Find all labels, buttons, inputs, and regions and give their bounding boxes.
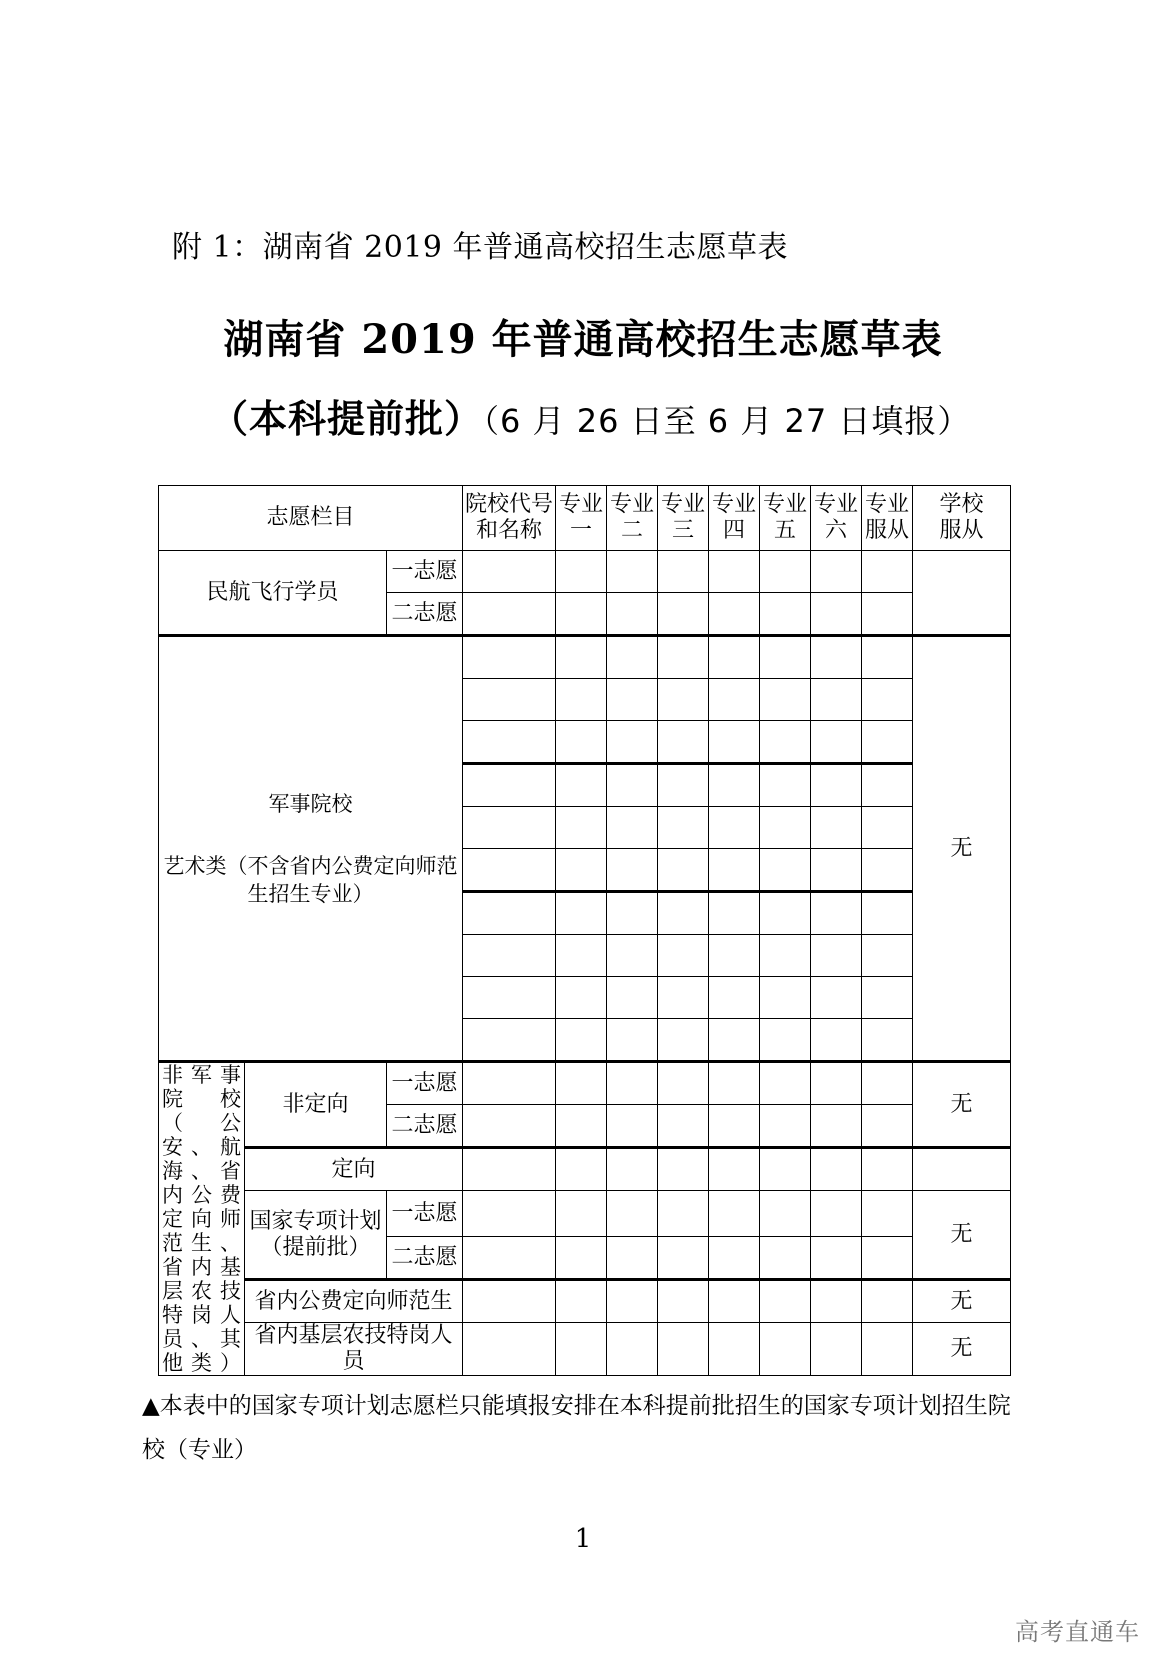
major-5-cell[interactable]	[760, 636, 811, 679]
major-2-cell[interactable]	[607, 1148, 658, 1191]
table-row	[159, 1148, 1011, 1191]
major-5-cell[interactable]	[760, 764, 811, 807]
major-2-cell[interactable]	[607, 807, 658, 849]
major-2-cell[interactable]	[607, 593, 658, 636]
major-obey-cell[interactable]	[862, 1148, 913, 1191]
table-row	[159, 1191, 1011, 1237]
major-1-cell[interactable]	[556, 764, 607, 807]
footnote: ▲本表中的国家专项计划志愿栏只能填报安排在本科提前批招生的国家专项计划招生院校（专业）	[142, 1393, 1011, 1463]
major-3-cell[interactable]	[658, 1105, 709, 1148]
major-6-cell[interactable]	[811, 679, 862, 721]
major-3-cell[interactable]	[658, 1191, 709, 1237]
major-4-cell[interactable]	[709, 1280, 760, 1323]
major-6-cell[interactable]	[811, 593, 862, 636]
school-cell[interactable]	[463, 1191, 556, 1237]
major-5-cell[interactable]	[760, 1280, 811, 1323]
major-1-cell[interactable]	[556, 1237, 607, 1280]
page-subtitle	[210, 388, 970, 443]
school-cell[interactable]	[463, 1105, 556, 1148]
major-4-cell[interactable]	[709, 679, 760, 721]
school-cell[interactable]	[463, 1062, 556, 1105]
school-cell[interactable]	[463, 636, 556, 679]
major-2-cell[interactable]	[607, 636, 658, 679]
school-cell[interactable]	[463, 593, 556, 636]
major-obey-cell[interactable]	[862, 593, 913, 636]
major-6-cell[interactable]	[811, 1019, 862, 1062]
art-label: 艺术类（不含省内公费定向师范生招生专业）	[163, 853, 458, 906]
major-2-cell[interactable]	[607, 1237, 658, 1280]
major-3-cell[interactable]	[658, 764, 709, 807]
major-obey-cell[interactable]	[862, 721, 913, 764]
major-3-cell[interactable]	[658, 977, 709, 1019]
major-2-cell[interactable]	[607, 1105, 658, 1148]
agri-post-label: 省内基层农技特岗人员	[245, 1323, 463, 1376]
major-1-cell[interactable]	[556, 892, 607, 935]
major-2-cell[interactable]	[607, 977, 658, 1019]
major-5-cell[interactable]	[760, 1237, 811, 1280]
page-number: 1	[574, 1524, 592, 1554]
major-obey-cell[interactable]	[862, 636, 913, 679]
major-5-cell[interactable]	[760, 1191, 811, 1237]
major-3-cell[interactable]	[658, 636, 709, 679]
major-obey-cell[interactable]	[862, 849, 913, 892]
teacher-trainee-label: 省内公费定向师范生	[245, 1280, 463, 1323]
major-1-cell[interactable]	[556, 551, 607, 593]
choice-label: 一志愿	[387, 1191, 463, 1237]
major-obey-cell[interactable]	[862, 1062, 913, 1105]
major-4-cell[interactable]	[709, 935, 760, 977]
school-cell[interactable]	[463, 849, 556, 892]
header-row	[159, 486, 1011, 551]
table-row	[159, 1062, 1011, 1105]
major-2-cell[interactable]	[607, 721, 658, 764]
nonmilitary-label: 非军事院校（公安、航海、省内公费定向师范生、省内基层农技特岗人员、其他类）	[159, 1062, 245, 1376]
major-3-cell[interactable]	[658, 892, 709, 935]
major-3-cell[interactable]	[658, 679, 709, 721]
major-4-cell[interactable]	[709, 807, 760, 849]
major-5-cell[interactable]	[760, 977, 811, 1019]
subtitle-batch: （本科提前批）	[210, 396, 484, 441]
major-6-cell[interactable]	[811, 551, 862, 593]
major-4-cell[interactable]	[709, 892, 760, 935]
major-1-cell[interactable]	[556, 849, 607, 892]
school-obey-cell[interactable]	[913, 551, 1011, 636]
major-5-cell[interactable]	[760, 1323, 811, 1376]
major-obey-cell[interactable]	[862, 1019, 913, 1062]
major-3-cell[interactable]	[658, 1019, 709, 1062]
major-obey-cell[interactable]	[862, 977, 913, 1019]
major-1-cell[interactable]	[556, 1062, 607, 1105]
page-title: 湖南省 2019 年普通高校招生志愿草表	[223, 316, 943, 363]
major-6-cell[interactable]	[811, 849, 862, 892]
major-5-cell[interactable]	[760, 679, 811, 721]
school-obey-none: 无	[913, 636, 1011, 1062]
major-5-cell[interactable]	[760, 935, 811, 977]
school-cell[interactable]	[463, 977, 556, 1019]
choice-label: 一志愿	[387, 1062, 463, 1105]
major-4-cell[interactable]	[709, 1105, 760, 1148]
major-5-cell[interactable]	[760, 1105, 811, 1148]
header-major-3: 专业 三	[658, 486, 709, 551]
major-1-cell[interactable]	[556, 1323, 607, 1376]
table-row	[159, 636, 1011, 679]
military-art-label	[159, 636, 463, 1062]
major-6-cell[interactable]	[811, 892, 862, 935]
major-2-cell[interactable]	[607, 1280, 658, 1323]
major-obey-cell[interactable]	[862, 1280, 913, 1323]
major-3-cell[interactable]	[658, 807, 709, 849]
major-obey-cell[interactable]	[862, 551, 913, 593]
major-6-cell[interactable]	[811, 1323, 862, 1376]
major-2-cell[interactable]	[607, 1062, 658, 1105]
choice-label: 二志愿	[387, 1237, 463, 1280]
major-obey-cell[interactable]	[862, 1323, 913, 1376]
major-1-cell[interactable]	[556, 1019, 607, 1062]
school-cell[interactable]	[463, 764, 556, 807]
major-3-cell[interactable]	[658, 593, 709, 636]
subtitle-dates: （6 月 26 日至 6 月 27 日填报）	[483, 402, 971, 440]
major-5-cell[interactable]	[760, 1062, 811, 1105]
major-4-cell[interactable]	[709, 551, 760, 593]
major-2-cell[interactable]	[607, 1323, 658, 1376]
major-4-cell[interactable]	[709, 1323, 760, 1376]
major-2-cell[interactable]	[607, 1019, 658, 1062]
table-row	[159, 551, 1011, 593]
major-4-cell[interactable]	[709, 1148, 760, 1191]
major-obey-cell[interactable]	[862, 679, 913, 721]
header-major-5: 专业 五	[760, 486, 811, 551]
major-3-cell[interactable]	[658, 1280, 709, 1323]
major-2-cell[interactable]	[607, 764, 658, 807]
major-obey-cell[interactable]	[862, 764, 913, 807]
military-label: 军事院校	[268, 791, 353, 816]
major-2-cell[interactable]	[607, 892, 658, 935]
major-1-cell[interactable]	[556, 593, 607, 636]
major-6-cell[interactable]	[811, 1148, 862, 1191]
major-6-cell[interactable]	[811, 807, 862, 849]
table-row	[159, 1280, 1011, 1323]
major-2-cell[interactable]	[607, 1191, 658, 1237]
major-obey-cell[interactable]	[862, 1237, 913, 1280]
major-1-cell[interactable]	[556, 1191, 607, 1237]
major-5-cell[interactable]	[760, 807, 811, 849]
major-6-cell[interactable]	[811, 1237, 862, 1280]
major-1-cell[interactable]	[556, 1280, 607, 1323]
major-6-cell[interactable]	[811, 764, 862, 807]
major-3-cell[interactable]	[658, 1323, 709, 1376]
major-1-cell[interactable]	[556, 679, 607, 721]
school-obey-none: 无	[913, 1062, 1011, 1148]
application-form-table	[158, 485, 1011, 1376]
annex-title: 附 1：湖南省 2019 年普通高校招生志愿草表	[172, 230, 789, 265]
choice-label: 一志愿	[387, 551, 463, 593]
major-6-cell[interactable]	[811, 721, 862, 764]
header-school-obey: 学校 服从	[913, 486, 1011, 551]
major-2-cell[interactable]	[607, 551, 658, 593]
header-major-6: 专业 六	[811, 486, 862, 551]
major-6-cell[interactable]	[811, 977, 862, 1019]
choice-label: 二志愿	[387, 593, 463, 636]
school-cell[interactable]	[463, 1280, 556, 1323]
major-3-cell[interactable]	[658, 721, 709, 764]
school-obey-cell[interactable]	[913, 1148, 1011, 1191]
major-4-cell[interactable]	[709, 636, 760, 679]
major-3-cell[interactable]	[658, 1148, 709, 1191]
school-cell[interactable]	[463, 1237, 556, 1280]
major-4-cell[interactable]	[709, 977, 760, 1019]
school-cell[interactable]	[463, 807, 556, 849]
major-6-cell[interactable]	[811, 1280, 862, 1323]
school-obey-none: 无	[913, 1280, 1011, 1323]
major-4-cell[interactable]	[709, 1237, 760, 1280]
major-1-cell[interactable]	[556, 1105, 607, 1148]
nondirected-label: 非定向	[245, 1062, 387, 1148]
table-row	[159, 1323, 1011, 1376]
major-6-cell[interactable]	[811, 1105, 862, 1148]
major-6-cell[interactable]	[811, 1062, 862, 1105]
school-obey-none: 无	[913, 1191, 1011, 1280]
major-3-cell[interactable]	[658, 1237, 709, 1280]
major-1-cell[interactable]	[556, 721, 607, 764]
major-obey-cell[interactable]	[862, 1191, 913, 1237]
school-cell[interactable]	[463, 721, 556, 764]
major-1-cell[interactable]	[556, 1148, 607, 1191]
choice-label: 二志愿	[387, 1105, 463, 1148]
major-obey-cell[interactable]	[862, 935, 913, 977]
major-obey-cell[interactable]	[862, 807, 913, 849]
major-3-cell[interactable]	[658, 551, 709, 593]
major-5-cell[interactable]	[760, 1019, 811, 1062]
major-4-cell[interactable]	[709, 849, 760, 892]
major-2-cell[interactable]	[607, 679, 658, 721]
major-5-cell[interactable]	[760, 849, 811, 892]
major-1-cell[interactable]	[556, 935, 607, 977]
major-5-cell[interactable]	[760, 892, 811, 935]
major-5-cell[interactable]	[760, 721, 811, 764]
major-3-cell[interactable]	[658, 849, 709, 892]
major-1-cell[interactable]	[556, 807, 607, 849]
school-cell[interactable]	[463, 551, 556, 593]
school-cell[interactable]	[463, 1323, 556, 1376]
major-6-cell[interactable]	[811, 1191, 862, 1237]
major-3-cell[interactable]	[658, 935, 709, 977]
header-major-obey: 专业 服从	[862, 486, 913, 551]
school-cell[interactable]	[463, 892, 556, 935]
major-obey-cell[interactable]	[862, 892, 913, 935]
pilot-label: 民航飞行学员	[159, 551, 387, 636]
major-4-cell[interactable]	[709, 1191, 760, 1237]
header-category: 志愿栏目	[159, 486, 463, 551]
header-major-2: 专业 二	[607, 486, 658, 551]
major-2-cell[interactable]	[607, 935, 658, 977]
major-5-cell[interactable]	[760, 593, 811, 636]
school-cell[interactable]	[463, 679, 556, 721]
major-4-cell[interactable]	[709, 764, 760, 807]
school-cell[interactable]	[463, 1019, 556, 1062]
national-plan-label: 国家专项计划（提前批）	[245, 1191, 387, 1280]
header-major-4: 专业 四	[709, 486, 760, 551]
major-6-cell[interactable]	[811, 636, 862, 679]
major-5-cell[interactable]	[760, 1148, 811, 1191]
header-school: 院校代号 和名称	[463, 486, 556, 551]
major-1-cell[interactable]	[556, 977, 607, 1019]
school-cell[interactable]	[463, 935, 556, 977]
major-3-cell[interactable]	[658, 1062, 709, 1105]
major-1-cell[interactable]	[556, 636, 607, 679]
major-4-cell[interactable]	[709, 1062, 760, 1105]
major-obey-cell[interactable]	[862, 1105, 913, 1148]
major-4-cell[interactable]	[709, 593, 760, 636]
header-major-1: 专业 一	[556, 486, 607, 551]
school-obey-none: 无	[913, 1323, 1011, 1376]
watermark: 高考直通车	[1015, 1618, 1140, 1646]
major-5-cell[interactable]	[760, 551, 811, 593]
major-4-cell[interactable]	[709, 1019, 760, 1062]
directed-label: 定向	[245, 1148, 463, 1191]
major-4-cell[interactable]	[709, 721, 760, 764]
major-2-cell[interactable]	[607, 849, 658, 892]
major-6-cell[interactable]	[811, 935, 862, 977]
school-cell[interactable]	[463, 1148, 556, 1191]
